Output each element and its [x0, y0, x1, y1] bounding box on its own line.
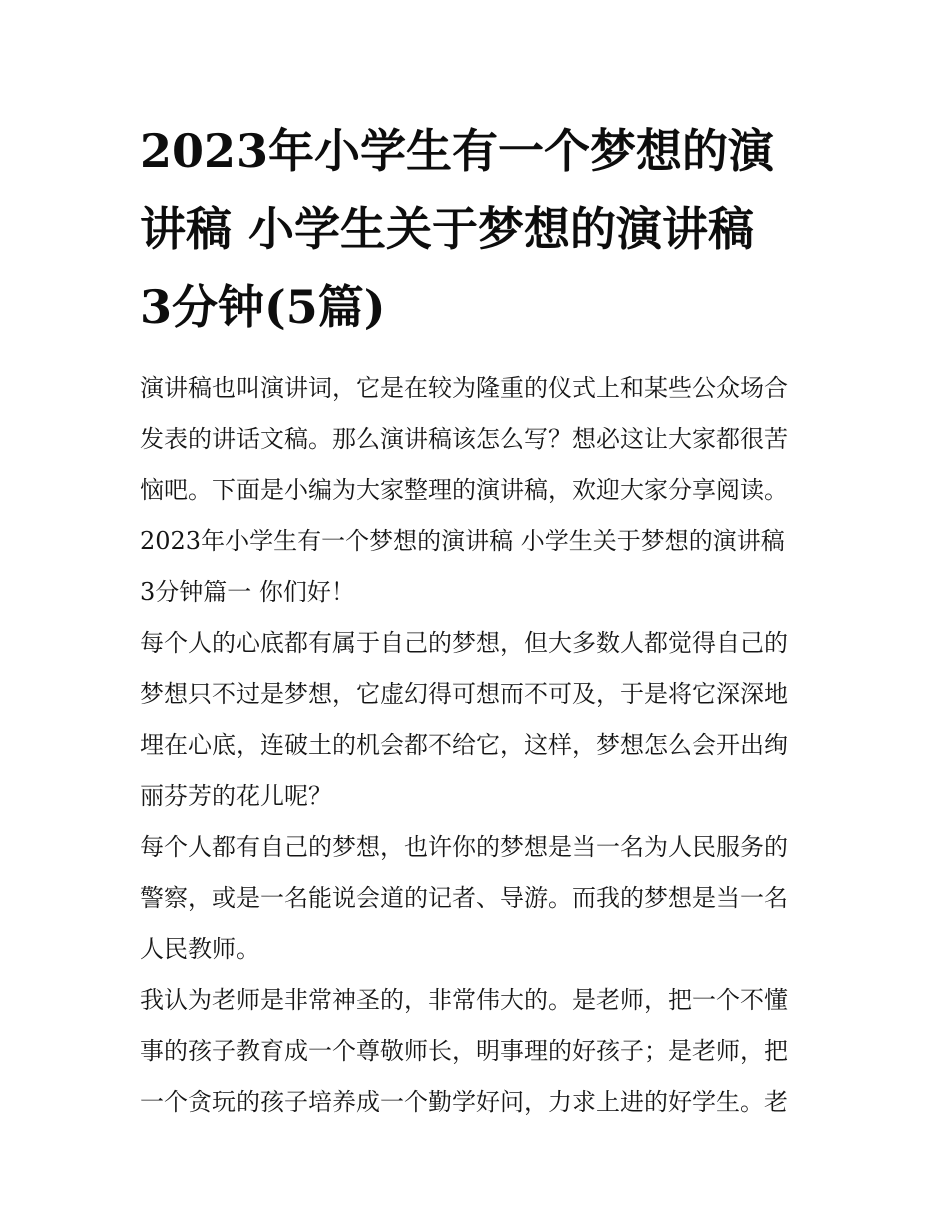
paragraph	[140, 975, 815, 1128]
title-line: 3分钟(5篇)	[140, 280, 386, 334]
text-line: 梦想只不过是梦想，它虚幻得可想而不可及，于是将它深深地	[140, 680, 788, 708]
text-line: 事的孩子教育成一个尊敬师长，明事理的好孩子；是老师，把	[140, 1037, 788, 1065]
text-line: 3分钟篇一 你们好！	[140, 578, 355, 606]
paragraph	[140, 822, 815, 975]
title-line: 讲稿 小学生关于梦想的演讲稿	[140, 202, 755, 256]
text-line: 我认为老师是非常神圣的，非常伟大的。是老师，把一个不懂	[140, 986, 788, 1014]
text-line: 每个人都有自己的梦想，也许你的梦想是当一名为人民服务的	[140, 833, 788, 861]
text-line: 埋在心底，连破土的机会都不给它，这样，梦想怎么会开出绚	[140, 731, 788, 759]
text-line: 丽芬芳的花儿呢？	[140, 782, 332, 810]
document-page	[140, 112, 815, 1128]
title-line: 2023年小学生有一个梦想的演	[140, 124, 775, 178]
text-line: 每个人的心底都有属于自己的梦想，但大多数人都觉得自己的	[140, 629, 788, 657]
text-line: 发表的讲话文稿。那么演讲稿该怎么写？想必这让大家都很苦	[140, 425, 788, 453]
text-line: 恼吧。下面是小编为大家整理的演讲稿，欢迎大家分享阅读。	[140, 476, 788, 504]
paragraph	[140, 618, 815, 822]
text-line: 演讲稿也叫演讲词，它是在较为隆重的仪式上和某些公众场合	[140, 374, 788, 402]
text-line: 2023年小学生有一个梦想的演讲稿 小学生关于梦想的演讲稿	[140, 527, 785, 555]
paragraph-section-heading	[140, 516, 815, 618]
paragraph-intro	[140, 363, 815, 516]
document-body	[140, 363, 815, 1128]
text-line: 一个贪玩的孩子培养成一个勤学好问，力求上进的好学生。老	[140, 1088, 788, 1116]
document-title	[140, 112, 815, 346]
text-line: 人民教师。	[140, 935, 260, 963]
text-line: 警察，或是一名能说会道的记者、导游。而我的梦想是当一名	[140, 884, 788, 912]
